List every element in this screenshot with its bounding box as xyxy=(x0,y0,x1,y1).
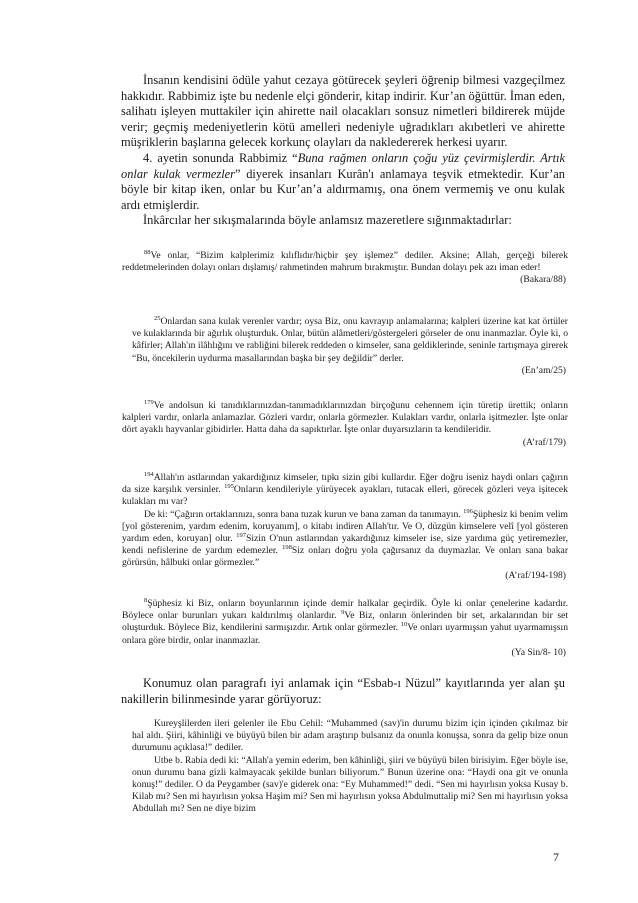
paragraph-2-start: 4. ayetin sonunda Rabbimiz “ xyxy=(143,150,298,165)
paragraph-2-end: ” diyerek insanları Kurân'ı anlamaya teşvik etmektedir. Kur’an böyle bir kitap iken, onlar bu Kur’an’a aldırmamış, ona önem vermemiş ve onu kulak ardı etmişlerdir. xyxy=(121,166,566,212)
narration-paragraph-2: Utbe b. Rabia dedi ki: “Allah'a yemin ederim, ben kâhinliği, şiiri ve büyüyü bilen birisiyim. Eğer böyle ise, onun durumu bana gizli kalmayacak şekilde bunları biliyorum.” Bunun üzerine ona: “Haydi ona git ve onunla konuş!” dediler. O da Peygamber (sav)'e giderek ona: “Ey Muhammed!” dedi. “Sen mi hayırlısın yoksa Kusay b. Kilab mı? Sen mi hayırlısın yoksa Haşim mi? Sen mi hayırlısın yoksa Abdulmuttalip mi? Sen mi hayırlısın yoksa Abdullah mı? Sen ne diye bizim xyxy=(132,754,568,815)
verse-number: 88 xyxy=(144,248,151,256)
quote-araf-194-198 xyxy=(122,472,568,582)
verse-number: 10 xyxy=(400,621,408,629)
verse-text: Allah'ın astlarından yakardığınız kimseler, tıpkı sizin gibi kullardır. Eğer doğru iseniz haydi onları çağırın da size karşılık versinler. xyxy=(122,472,568,496)
quote-text xyxy=(122,472,568,509)
main-text-section xyxy=(121,73,565,229)
verse-text: Siz onları doğru yola çağırsanız da duymazlar. Ve onları sana bakar görürsün, hâlbuki onlar görmezler.” xyxy=(122,545,569,569)
verse-text: Ve andolsun ki tanıdıklarınızdan-tanımadıklarınızdan birçoğunu cehennem için türetip ürettik; onların kalpleri vardır, onlarla anlamazlar. Gözleri vardır, onlarla görmezler. Kulakları vardır, onlarla işitmezler. İşte onlar dört ayaklı hayvanlar gibidirler. Hatta daha da sapıktırlar. İşte onlar duyarsızların ta kendileridir. xyxy=(122,400,568,436)
narration-paragraph-1: Kureyşlilerden ileri gelenler ile Ebu Cehil: “Muhammed (sav)'in durumu bizim için içinden çıkılmaz bir hal aldı. Şiiri, kâhinliği ve büyüyü bilen bir adam araştırıp bulsanız da onunla konuşsa, sonra da gelip bize onun durumunu açıklasa!” dediler. xyxy=(132,718,568,754)
paragraph-1: İnsanın kendisini ödüle yahut cezaya götürecek şeyleri öğrenip bilmesi vazgeçilmez hakkıdır. Rabbimiz işte bu nedenle elçi gönderir, kitap indirir. Kur’an öğüttür. İman eden, salihatı işleyen muttakiler için ahirette nail olacakları sonsuz nimetleri bildirerek müjde verir; geçmiş medeniyetlerin kötü amelleri nedeniyle uğradıkları akıbetleri ve ahirette müşriklerin başlarına gelecek korkunç olayları da nakledererek herkesi uyarır. xyxy=(121,73,565,150)
quote-text xyxy=(122,509,568,570)
quote-esbab-i-nuzul xyxy=(132,718,568,816)
verse-text: Sizin O'nun astlarından yakardığınız kimseler ise, size yardıma güç yetiremezler, kendi nefislerine de yardım edemezler. xyxy=(122,533,568,557)
verse-text: Onlardan sana kulak verenler vardır; oysa Biz, onu kavrayıp anlamalarına; kalpleri üzerine kat kat örtüler ve kulaklarında bir ağırlık oluşturduk. Onlar, bütün alâmetleri/göstergeleri görseler de onu inanmazlar. Öyle ki, o kâfirler; Allah'ın ilâhlığını ve rabliğini bilerek reddeden o kimseler, sana geldiklerinde, seninle tartışmaya girerek “Bu, öncekilerin uydurma masallarından başka bir şey değildir” derler. xyxy=(132,316,568,364)
main-text-section-2 xyxy=(121,676,565,707)
quote-bakara-88 xyxy=(122,250,568,287)
quote-text xyxy=(122,250,568,274)
verse-text: Onların kendileriyle yürüyecek ayakları, tutacak elleri, görecek gözleri veya işitecek kulakları mı var? xyxy=(122,484,568,508)
quote-reference: (Ya Sin/8- 10) xyxy=(511,646,566,658)
verse-text: Ve Biz, onların önlerinden bir set, arkalarından bir set oluşturduk. Böylece Biz, kendilerini sarmışızdır. Artık onlar görmezler. xyxy=(122,610,569,634)
verse-text: De ki: “Çağırın ortaklarınızı, sonra bana tuzak kurun ve bana zaman da tanımayın. xyxy=(144,508,461,520)
verse-text: Şüphesiz ki Biz, onların boyunlarının içinde demir halkalar geçirdik. Öyle ki onlar çenelerine kadardır. Böylece onlar burunları yukarı kaldırılmış olanlardır. xyxy=(122,598,568,622)
quote-reference: (A’raf/179) xyxy=(522,436,566,448)
paragraph-3: İnkârcılar her sıkışmalarında böyle anlamsız mazeretlere sığınmaktadırlar: xyxy=(143,213,512,228)
verse-number: 25 xyxy=(154,314,161,322)
page-number: 7 xyxy=(553,850,559,864)
quote-enam-25 xyxy=(132,316,568,377)
verse-text: Ve onlar, “Bizim kalplerimiz kılıflıdır/hiçbir şey işlemez” dediler. Aksine; Allah, gerçeği bilerek reddetmelerinden dolayı onları dışlamış/ rahmetinden mahrum bırakmıştır. Bundan dolayı pek azı iman eder! xyxy=(122,250,568,274)
quote-araf-179 xyxy=(122,400,568,449)
verse-text: Ve onları uyarmışsın yahut uyarmamışsın onlara göre birdir, onlar inanmazlar. xyxy=(122,622,568,646)
verse-number: 9 xyxy=(341,609,345,617)
verse-number: 196 xyxy=(463,507,473,515)
quote-text xyxy=(122,598,568,647)
verse-number: 197 xyxy=(236,531,247,539)
verse-number: 179 xyxy=(144,398,154,406)
verse-number: 8 xyxy=(144,596,148,604)
quote-text xyxy=(122,400,568,437)
verse-number: 195 xyxy=(224,483,234,491)
verse-text: Şüphesiz ki benim velim [yol gösterenim, yardım edenim, koruyanım], o kitabı indiren Allah'tır. Ve O, düzgün kimselere velî [yol gösteren yardım eden, koruyan] olur. xyxy=(122,508,568,545)
quote-reference: (En’am/25) xyxy=(521,364,566,376)
paragraph-2 xyxy=(121,151,565,213)
verse-number: 198 xyxy=(282,544,292,552)
verse-number: 194 xyxy=(144,470,154,478)
quote-yasin-8-10 xyxy=(122,598,568,659)
quote-text xyxy=(132,316,568,365)
quote-reference: (Bakara/88) xyxy=(520,274,566,286)
quote-reference: (A’raf/194-198) xyxy=(505,569,566,581)
paragraph-4: Konumuz olan paragrafı iyi anlamak için “Esbab-ı Nüzul” kayıtlarında yer alan şu nakillerin bilinmesinde yarar görüyoruz: xyxy=(121,676,565,706)
paragraph-2-italic: Buna rağmen onların çoğu yüz çevirmişlerdir. Artık onlar kulak vermezler xyxy=(121,150,566,181)
